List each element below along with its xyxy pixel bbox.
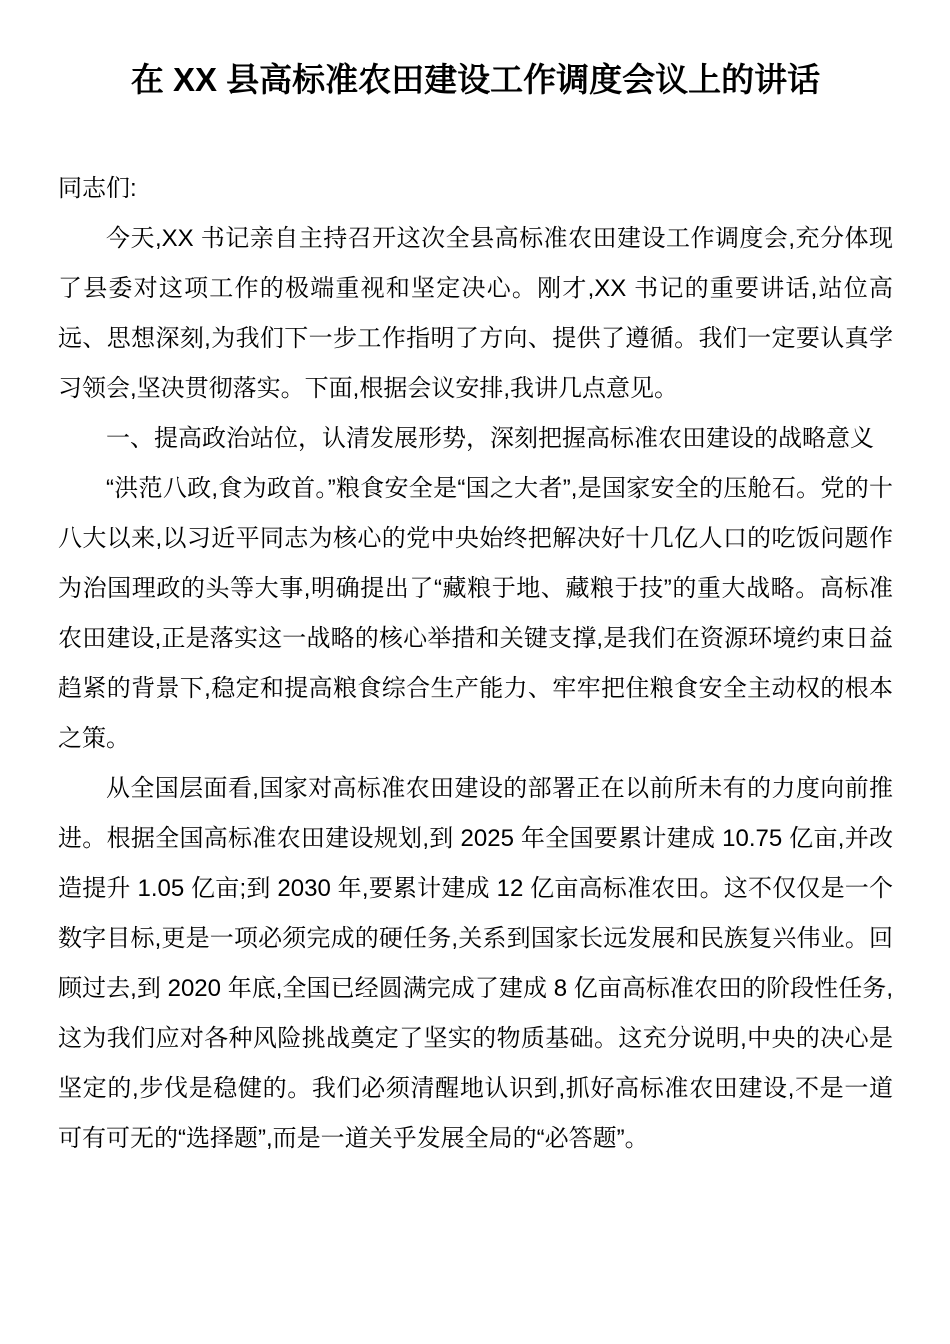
salutation: 同志们: — [58, 175, 137, 202]
section-heading: 一、提高政治站位，认清发展形势，深刻把握高标准农田建设的战略意义 — [106, 425, 874, 452]
body-paragraph: 今天,XX 书记亲自主持召开这次全县高标准农田建设工作调度会,充分体现了县委对这项工作的极端重视和坚定决心。刚才,XX 书记的重要讲话,站位高远、思想深刻,为我们下一步工作指明了方向、提供了遵循。我们一定要认真学习领会,坚决贯彻落实。下面,根据会议安排,我讲几点意见。 — [58, 225, 893, 402]
body-paragraph: “洪范八政,食为政首。”粮食安全是“国之大者”,是国家安全的压舱石。党的十八大以来,以习近平同志为核心的党中央始终把解决好十几亿人口的吃饭问题作为治国理政的头等大事,明确提出了“藏粮于地、藏粮于技”的重大战略。高标准农田建设,正是落实这一战略的核心举措和关键支撑,是我们在资源环境约束日益趋紧的背景下,稳定和提高粮食综合生产能力、牢牢把住粮食安全主动权的根本之策。 — [58, 475, 893, 752]
document-body — [58, 164, 893, 1164]
body-paragraph: 从全国层面看,国家对高标准农田建设的部署正在以前所未有的力度向前推进。根据全国高标准农田建设规划,到 2025 年全国要累计建成 10.75 亿亩,并改造提升 1.05 亿亩;到 2030 年,要累计建成 12 亿亩高标准农田。这不仅仅是一个数字目标,更是一项必须完成的硬任务,关系到国家长远发展和民族复兴伟业。回顾过去,到 2020 年底,全国已经圆满完成了建成 8 亿亩高标准农田的阶段性任务,这为我们应对各种风险挑战奠定了坚实的物质基础。这充分说明,中央的决心是坚定的,步伐是稳健的。我们必须清醒地认识到,抓好高标准农田建设,不是一道可有可无的“选择题”,而是一道关乎发展全局的“必答题”。 — [58, 775, 893, 1152]
document-title: 在 XX 县高标准农田建设工作调度会议上的讲话 — [130, 61, 821, 98]
